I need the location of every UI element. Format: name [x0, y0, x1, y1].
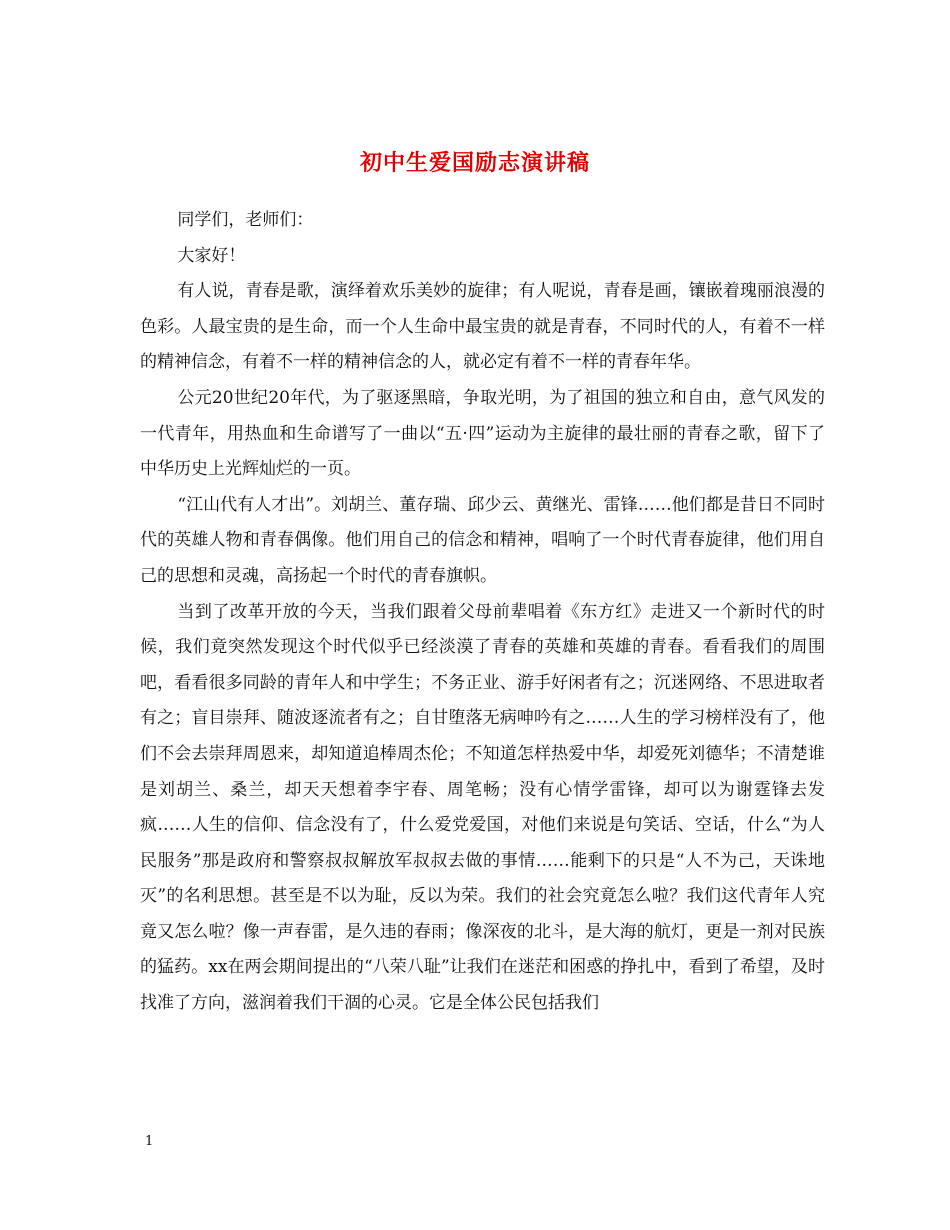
document-title: 初中生爱国励志演讲稿: [359, 149, 590, 176]
salutation-paragraph: 大家好！: [177, 245, 246, 266]
greeting-paragraph: 同学们，老师们：: [177, 210, 314, 230]
document-body: [140, 203, 825, 1022]
body-paragraph: “江山代有人才出”。刘胡兰、董存瑞、邱少云、黄继光、雷锋……他们都是昔日不同时代的英雄人物和青春偶像。他们用自己的信念和精神，唱响了一个时代青春旋律，他们用自己的思想和灵魂，高扬起一个时代的青春旗帜。: [140, 494, 825, 586]
body-paragraph: 公元20世纪20年代，为了驱逐黑暗，争取光明，为了祖国的独立和自由，意气风发的一代青年，用热血和生命谱写了一曲以“五·四”运动为主旋律的最壮丽的青春之歌，留下了中华历史上光辉灿烂的一页。: [140, 387, 825, 480]
body-paragraph: 有人说，青春是歌，演绎着欢乐美妙的旋律；有人呢说，青春是画，镶嵌着瑰丽浪漫的色彩。人最宝贵的是生命，而一个人生命中最宝贵的就是青春，不同时代的人，有着不一样的精神信念，有着不一样的精神信念的人，就必定有着不一样的青春年华。: [140, 281, 825, 373]
page-number: 1: [145, 1134, 154, 1149]
body-paragraph: 当到了改革开放的今天，当我们跟着父母前辈唱着《东方红》走进又一个新时代的时候，我们竟突然发现这个时代似乎已经淡漠了青春的英雄和英雄的青春。看看我们的周围吧，看看很多同龄的青年人和中学生；不务正业、游手好闲者有之；沉迷网络、不思进取者有之；盲目崇拜、随波逐流者有之；自甘堕落无病呻吟有之……人生的学习榜样没有了，他们不会去崇拜周恩来，却知道追棒周杰伦；不知道怎样热爱中华，却爱死刘德华；不清楚谁是刘胡兰、桑兰，却天天想着李宇春、周笔畅；没有心情学雷锋，却可以为谢霆锋去发疯……人生的信仰、信念没有了，什么爱党爱国，对他们来说是句笑话、空话，什么“为人民服务”那是政府和警察叔叔解放军叔叔去做的事情……能剩下的只是“人不为己，天诛地灭”的名利思想。甚至是不以为耻，反以为荣。我们的社会究竟怎么啦？我们这代青年人究竟又怎么啦？像一声春雷，是久违的春雨；像深夜的北斗，是大海的航灯，更是一剂对民族的猛药。xx在两会期间提出的“八荣八耻”让我们在迷茫和困惑的挣扎中，看到了希望，及时找准了方向，滋润着我们干涸的心灵。它是全体公民包括我们: [140, 601, 825, 1014]
